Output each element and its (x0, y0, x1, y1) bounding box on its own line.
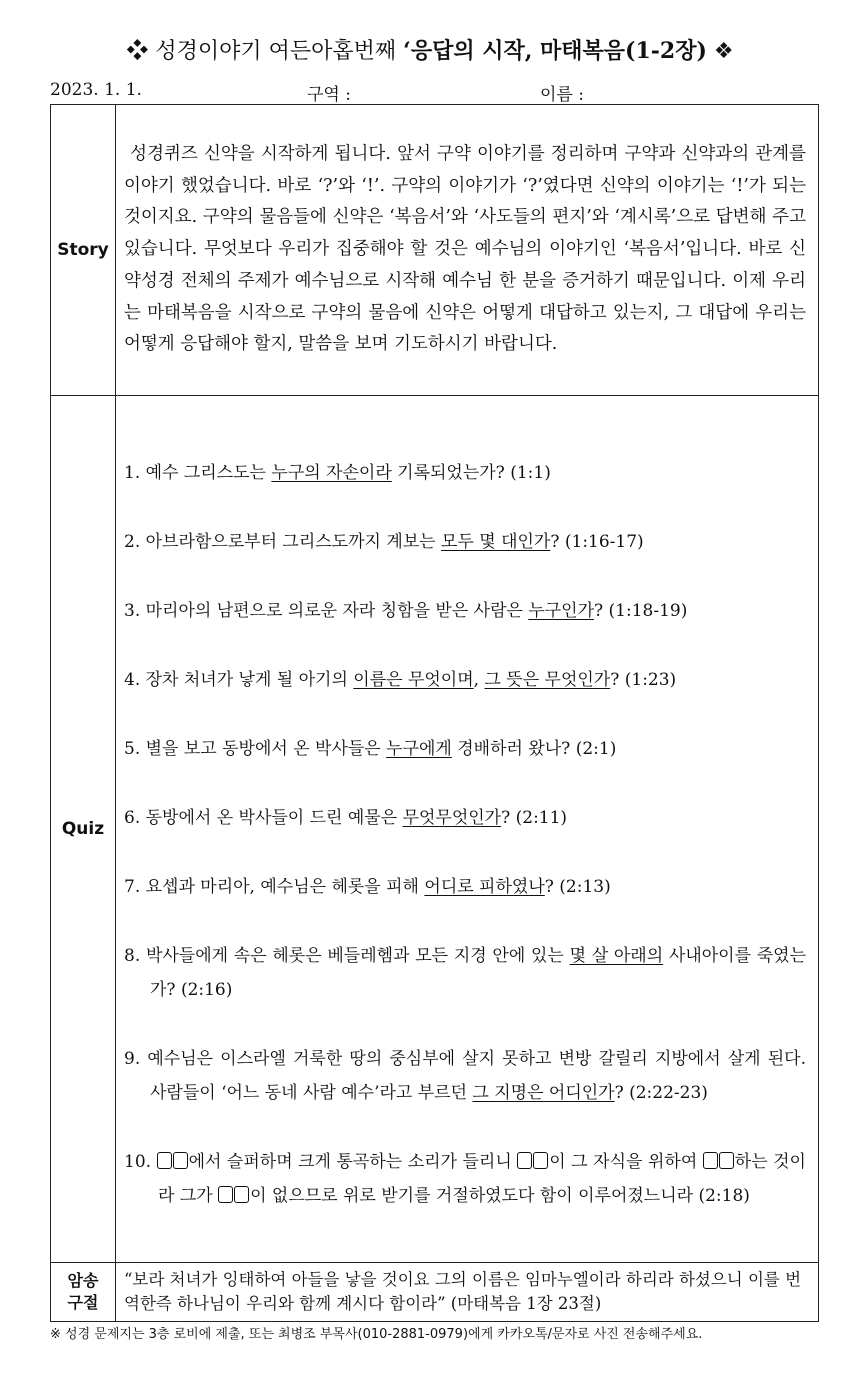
name-label: 이름 : (540, 85, 584, 105)
submission-note: ※ 성경 문제지는 3층 로비에 제출, 또는 최병조 부목사(010-2881-0979)에게 카카오톡/문자로 사진 전송해주세요. (50, 1327, 703, 1342)
blank-box-icon (703, 1152, 718, 1169)
question-3: 3. 마리아의 남편으로 의로운 자라 칭함을 받은 사람은 누구인가? (1:18-19) (124, 601, 688, 621)
answer-blank: 모두 몇 대인가 (441, 532, 551, 552)
blank-box-icon (719, 1152, 734, 1169)
question-5: 5. 별을 보고 동방에서 온 박사들은 누구에게 경배하러 왔나? (2:1) (124, 739, 617, 759)
answer-blank: 이름은 무엇이며 (353, 670, 474, 690)
title-suffix: ❖ (706, 39, 734, 64)
blank-box-icon (234, 1186, 249, 1203)
blank-box-icon (218, 1186, 233, 1203)
story-body: 성경퀴즈 신약을 시작하게 됩니다. 앞서 구약 이야기를 정리하며 구약과 신약과의 관계를 이야기 했었습니다. 바로 ‘?’와 ‘!’. 구약의 이야기가 ‘?’였다면 신약의 이야기는 ‘!’가 되는 것이지요. 구약의 물음들에 신약은 ‘복음서’와 ‘사도들의 편지’와 ‘계시록’으로 답변해 주고 있습니다. 무엇보다 우리가 집중해야 할 것은 예수님의 이야기인 ‘복음서’입니다. 바로 신약성경 전체의 주제가 예수님으로 시작해 예수님 한 분을 증거하기 때문입니다. 이제 우리는 마태복음을 시작으로 구약의 물음에 신약은 어떻게 대답하고 있는지, 그 대답에 우리는 어떻게 응답해야 할지, 말씀을 보며 기도하시기 바랍니다. (124, 143, 806, 355)
worksheet-title (0, 34, 860, 65)
question-9: 9. 예수님은 이스라엘 거룩한 땅의 중심부에 살지 못하고 변방 갈릴리 지방에서 살게 된다. 사람들이 ‘어느 동네 사람 예수’라고 부르던 그 지명은 어디인가? (2:22-23) (124, 1049, 806, 1103)
answer-blank: 그 뜻은 무엇인가 (484, 670, 611, 690)
question-4: 4. 장차 처녀가 낳게 될 아기의 이름은 무엇이며, 그 뜻은 무엇인가? (1:23) (124, 670, 677, 690)
date: 2023. 1. 1. (50, 80, 142, 100)
blank-box-icon (533, 1152, 548, 1169)
memory-verse: “보라 처녀가 잉태하여 아들을 낳을 것이요 그의 이름은 임마누엘이라 하리라 하셨으니 이를 번역한즉 하나님이 우리와 함께 계시다 함이라” (마태복음 1장 23절) (116, 1263, 819, 1322)
worksheet-table (50, 104, 819, 1322)
answer-blank: 어디로 피하였나 (424, 877, 545, 897)
answer-blank: 무엇무엇인가 (402, 808, 502, 828)
answer-blank: 누구인가 (528, 601, 595, 621)
question-2: 2. 아브라함으로부터 그리스도까지 계보는 모두 몇 대인가? (1:16-17) (124, 532, 644, 552)
quiz-row (51, 396, 819, 1263)
answer-blank: 누구에게 (386, 739, 452, 759)
verse-row (51, 1263, 819, 1322)
question-10: 10. 에서 슬퍼하며 크게 통곡하는 소리가 들리니 이 그 자식을 위하여 하는 것이라 그가 이 없으므로 위로 받기를 거절하였도다 함이 이루어졌느니라 (2:18) (124, 1152, 806, 1206)
district-label: 구역 : (307, 85, 351, 105)
quiz-questions (116, 396, 819, 1263)
verse-label: 암송 구절 (51, 1263, 116, 1322)
story-text (116, 105, 819, 396)
blank-box-icon (517, 1152, 532, 1169)
quiz-label: Quiz (51, 396, 116, 1263)
title-prefix: ❖ 성경이야기 여든아홉번째 (126, 39, 404, 64)
meta-row (50, 80, 830, 106)
question-6: 6. 동방에서 온 박사들이 드린 예물은 무엇무엇인가? (2:11) (124, 808, 568, 828)
story-label: Story (51, 105, 116, 396)
title-bold: ‘응답의 시작, 마태복음(1-2장) (403, 38, 707, 64)
answer-blank: 누구의 자손이라 (271, 463, 392, 483)
question-8: 8. 박사들에게 속은 헤롯은 베들레헴과 모든 지경 안에 있는 몇 살 아래의 사내아이를 죽였는가? (2:16) (124, 946, 807, 1000)
answer-blank: 그 지명은 어디인가 (472, 1083, 615, 1103)
question-1: 1. 예수 그리스도는 누구의 자손이라 기록되었는가? (1:1) (124, 463, 551, 483)
blank-box-icon (173, 1152, 188, 1169)
answer-blank: 몇 살 아래의 (569, 946, 664, 966)
blank-box-icon (157, 1152, 172, 1169)
question-7: 7. 요셉과 마리아, 예수님은 헤롯을 피해 어디로 피하였나? (2:13) (124, 877, 611, 897)
story-row (51, 105, 819, 396)
